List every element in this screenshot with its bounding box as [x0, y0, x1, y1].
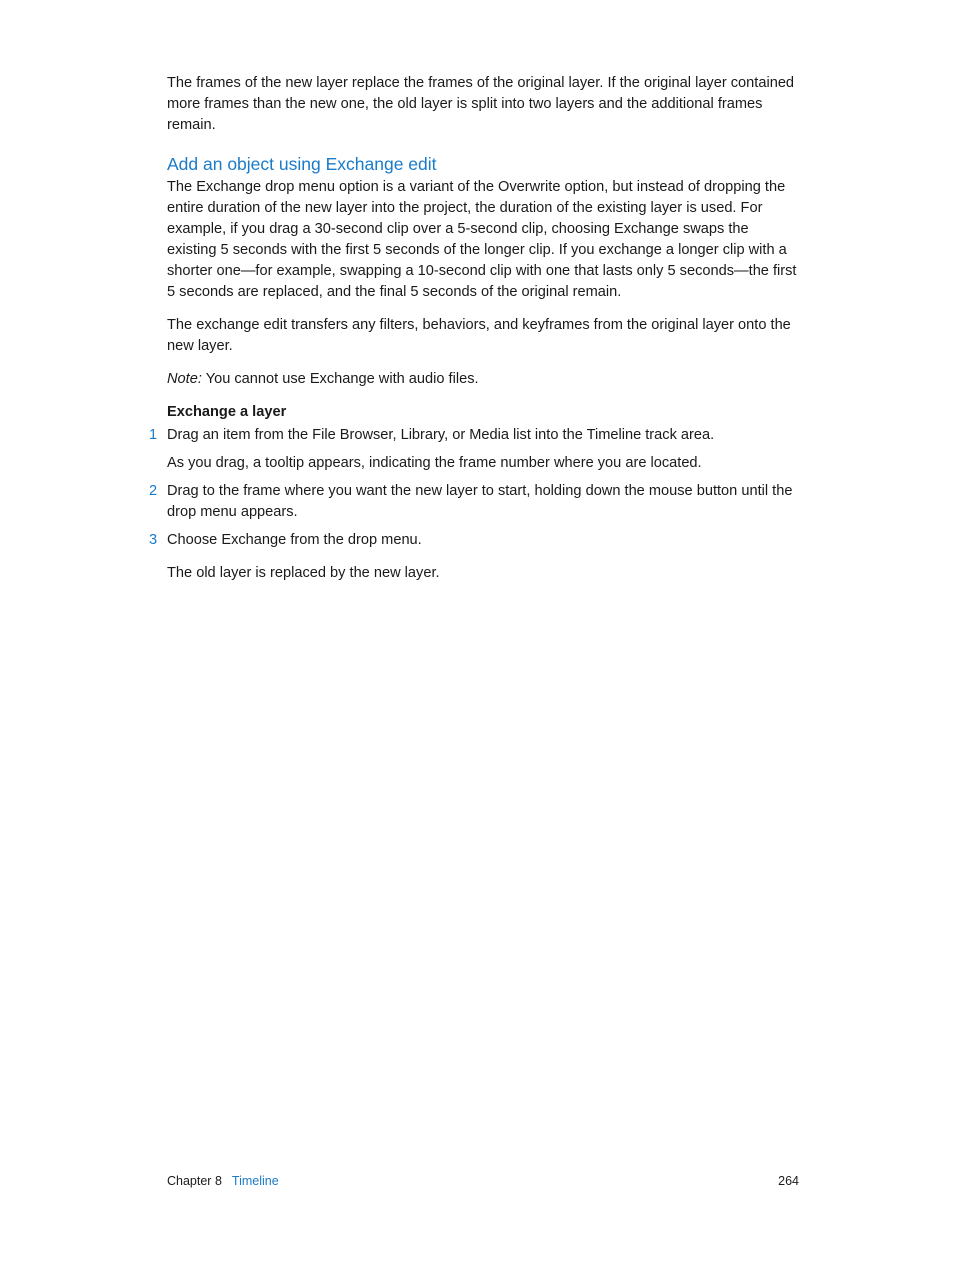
page-footer	[167, 1172, 799, 1190]
page-content	[149, 73, 799, 584]
footer-chapter: Chapter 8	[167, 1174, 222, 1188]
step-text: Drag an item from the File Browser, Library, or Media list into the Timeline track area.	[167, 427, 715, 443]
exchange-description-paragraph: The Exchange drop menu option is a variant of the Overwrite option, but instead of dropping the entire duration of the new layer into the project, the duration of the existing layer is used. For example, if you drag a 30-second clip over a 5-second clip, choosing Exchange swaps the existing 5 seconds with the first 5 seconds of the longer clip. If you exchange a longer clip with a shorter one—for example, swapping a 10-second clip with one that lasts only 5 seconds—the first 5 seconds are replaced, and the final 5 seconds of the original remain.	[167, 179, 797, 300]
step-2	[149, 481, 799, 523]
page-number: 264	[778, 1174, 799, 1188]
note-label: Note:	[167, 371, 202, 387]
step-text: Drag to the frame where you want the new layer to start, holding down the mouse button until the drop menu appears.	[167, 483, 793, 520]
note-paragraph	[167, 369, 799, 390]
step-number: 3	[149, 532, 158, 548]
step-number: 2	[149, 483, 158, 499]
intro-paragraph: The frames of the new layer replace the frames of the original layer. If the original layer contained more frames than the new one, the old layer is split into two layers and the additional frames remain.	[167, 75, 795, 133]
step-3	[149, 530, 799, 551]
task-result: The old layer is replaced by the new layer.	[167, 565, 440, 581]
note-text: You cannot use Exchange with audio files.	[205, 371, 479, 387]
step-number: 1	[149, 427, 158, 443]
exchange-transfer-paragraph: The exchange edit transfers any filters, behaviors, and keyframes from the original layer onto the new layer.	[167, 317, 791, 354]
step-1-result: As you drag, a tooltip appears, indicating the frame number where you are located.	[167, 455, 702, 471]
step-text: Choose Exchange from the drop menu.	[167, 532, 422, 548]
footer-chapter-title-link[interactable]: Timeline	[231, 1174, 279, 1188]
step-1	[149, 425, 799, 446]
task-heading: Exchange a layer	[167, 404, 287, 420]
section-heading: Add an object using Exchange edit	[167, 154, 437, 174]
